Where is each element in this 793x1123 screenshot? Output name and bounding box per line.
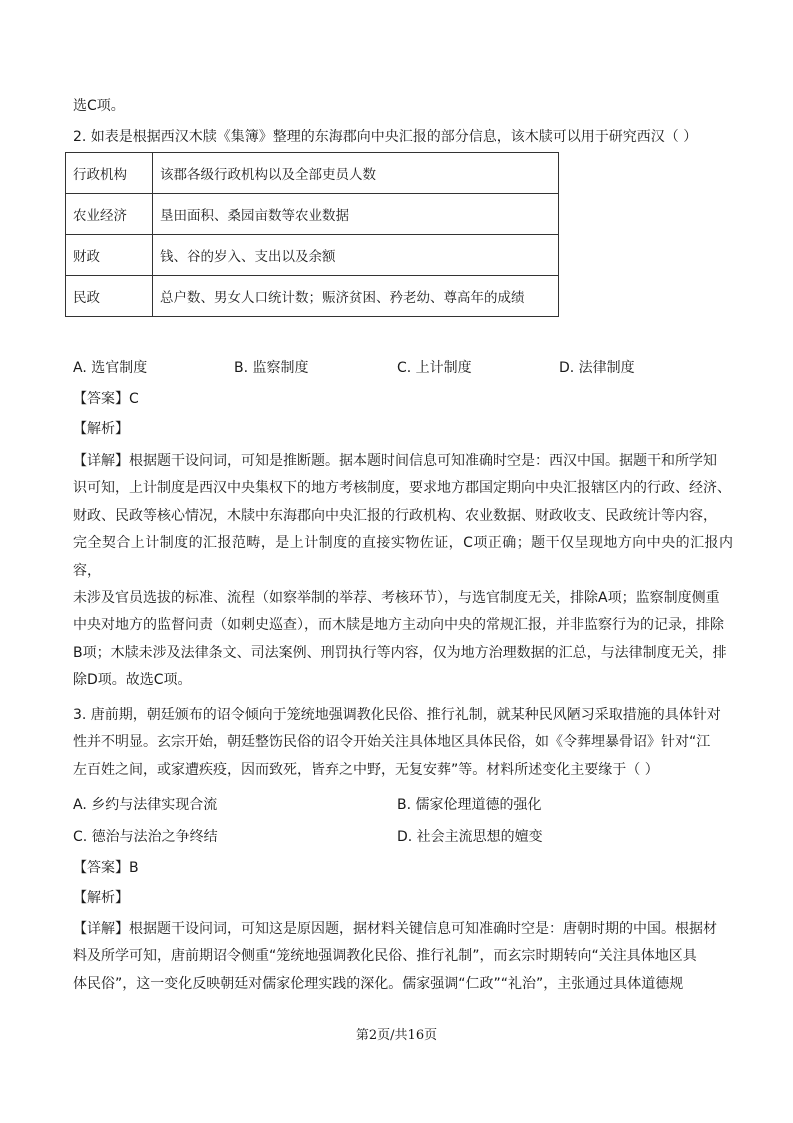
q3-analysis-label: 【解析】 [73, 890, 129, 906]
q2-option-c: C. 上计制度 [397, 360, 472, 376]
lead-text: 选C项。 [73, 98, 125, 114]
q2-option-d: D. 法律制度 [559, 360, 635, 376]
q2-detail-line: 完全契合上计制度的汇报范畴，是上计制度的直接实物佐证，C项正确；题干仅呈现地方向中央的汇报内容， [73, 535, 733, 579]
table-cell-key: 民政 [66, 276, 153, 317]
table-cell-key: 行政机构 [66, 153, 153, 194]
q2-detail [73, 448, 733, 695]
q2-detail-line: 除D项。故选C项。 [73, 672, 192, 689]
q3-detail-line: 【详解】根据题干设问词，可知这是原因题，据材料关键信息可知准确时空是：唐朝时期的中国。根据材 [73, 921, 717, 937]
q3-stem-line: 左百姓之间，或家遭疾疫，因而致死，皆弃之中野，无复安葬”等。材料所述变化主要缘于（ ） [73, 761, 659, 778]
table-cell-key: 财政 [66, 235, 153, 276]
q2-answer: 【答案】C [73, 391, 139, 407]
table-cell-key: 农业经济 [66, 194, 153, 235]
q3-stem-line: 性并不明显。玄宗开始，朝廷整饬民俗的诏令开始关注具体地区具体民俗，如《令葬埋暴骨诏》针对“江 [73, 734, 711, 751]
q2-option-b: B. 监察制度 [234, 360, 309, 376]
table-row [66, 276, 559, 317]
q2-detail-line: 【详解】根据题干设问词，可知是推断题。据本题时间信息可知准确时空是：西汉中国。据题干和所学知 [73, 453, 717, 469]
table-cell-value: 总户数、男女人口统计数；赈济贫困、矜老幼、尊高年的成绩 [153, 276, 559, 317]
info-table [65, 152, 559, 317]
q3-answer: 【答案】B [73, 860, 139, 876]
table-cell-value: 该郡各级行政机构以及全部吏员人数 [153, 153, 559, 194]
page-footer: 第2页/共16页 [355, 1028, 438, 1043]
q3-detail-line: 体民俗”，这一变化反映朝廷对儒家伦理实践的深化。儒家强调“仁政”“礼治”，主张通过具体道德规 [73, 975, 684, 992]
table-cell-value: 钱、谷的岁入、支出以及余额 [153, 235, 559, 276]
q3-option-b: B. 儒家伦理道德的强化 [397, 797, 542, 813]
q2-detail-line: 中央对地方的监督问责（如刺史巡查），而木牍是地方主动向中央的常规汇报，并非监察行为的记录，排除 [73, 617, 724, 634]
q2-detail-line: 财政、民政等核心情况，木牍中东海郡向中央汇报的行政机构、农业数据、财政收支、民政统计等内容， [73, 507, 717, 524]
q2-detail-line: 未涉及官员选拔的标准、流程（如察举制的举荐、考核环节），与选官制度无关，排除A项；监察制度侧重 [73, 590, 720, 607]
q2-analysis-label: 【解析】 [73, 421, 129, 437]
table-row [66, 235, 559, 276]
q2-detail-line: B项；木牍未涉及法律条文、司法案例、刑罚执行等内容，仅为地方治理数据的汇总，与法律制度无关，排 [73, 644, 727, 661]
table-row [66, 194, 559, 235]
question-3-stem [73, 702, 733, 784]
q3-detail [73, 916, 733, 998]
q3-option-a: A. 乡约与法律实现合流 [73, 797, 218, 813]
q3-option-c: C. 德治与法治之争终结 [73, 829, 218, 845]
q2-detail-line: 识可知，上计制度是西汉中央集权下的地方考核制度，要求地方郡国定期向中央汇报辖区内的行政、经济、 [73, 480, 731, 497]
table-row [66, 153, 559, 194]
q3-detail-line: 料及所学可知，唐前期诏令侧重“笼统地强调教化民俗、推行礼制”，而玄宗时期转向“关注具体地区具 [73, 948, 697, 965]
question-2-stem: 2. 如表是根据西汉木牍《集簿》整理的东海郡向中央汇报的部分信息，该木牍可以用于研究西汉（ ） [73, 129, 698, 145]
q3-option-d: D. 社会主流思想的嬗变 [397, 829, 543, 845]
q3-stem-line: 3. 唐前期，朝廷颁布的诏令倾向于笼统地强调教化民俗、推行礼制，就某种民风陋习采取措施的具体针对 [73, 707, 721, 723]
table-cell-value: 垦田面积、桑园亩数等农业数据 [153, 194, 559, 235]
q2-option-a: A. 选官制度 [73, 360, 148, 376]
